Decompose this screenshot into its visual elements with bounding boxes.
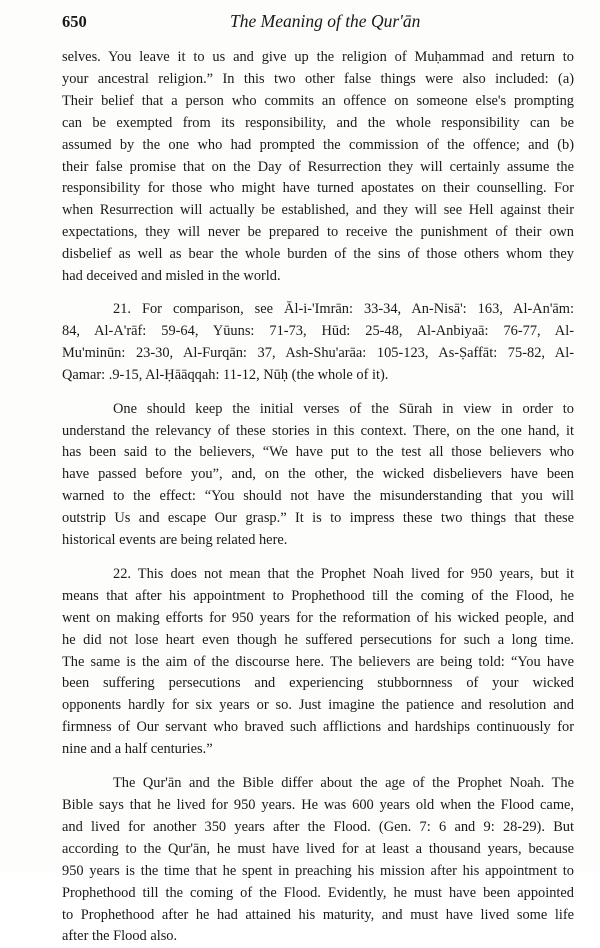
text-line: disbelief as well as bear the whole burden of the sins of those others whom they: [62, 246, 574, 263]
text-line: Their belief that a person who commits an offence on someone else's prompting: [62, 92, 574, 109]
text-line: nine and a half centuries.”: [62, 741, 213, 758]
paragraph-continuation: [62, 47, 574, 288]
text-line: been suffering persecutions and experiencing stubbornness of your wicked: [62, 675, 574, 692]
text-line: One should keep the initial verses of the Sūrah in view in order to: [113, 400, 574, 417]
text-line: historical events are being related here.: [62, 532, 288, 549]
text-line: when Resurrection will actually be established, and they will see Hell against their: [62, 202, 574, 219]
paragraph-commentary: [62, 399, 574, 552]
text-line: to Prophethood after he had attained his maturity, and must have lived some life: [62, 906, 574, 923]
text-line: selves. You leave it to us and give up the religion of Muḥammad and return to: [62, 49, 574, 65]
text-line: Prophethood till the coming of the Flood. Evidently, he must have been appointed: [62, 884, 574, 901]
note-22: [62, 564, 574, 761]
text-line: opponents hardly for six years or so. Just imagine the patience and resolution and: [62, 697, 574, 714]
text-line: firmness of Our servant who braved such afflictions and hardships continuously for: [62, 719, 574, 736]
text-line: according to the Qur'ān, he must have lived for at least a thousand years, because: [62, 840, 574, 857]
text-line: had deceived and misled in the world.: [62, 268, 281, 285]
text-line: after the Flood also.: [62, 928, 178, 945]
text-line: 84, Al-A'rāf: 59-64, Yūuns: 71-73, Hūd: 25-48, Al-Anbiyaā: 76-77, Al-: [62, 322, 574, 339]
text-line: can be exempted from its responsibility, and the whole responsibility can be: [62, 114, 574, 131]
text-line: 950 years is the time that he spent in preaching his mission after his appointment to: [62, 862, 574, 879]
paragraph-age-of-noah: [62, 773, 574, 948]
text-line: and lived for another 350 years after the Flood. (Gen. 7: 6 and 9: 28-29). But: [62, 818, 574, 835]
text-line: The Qur'ān and the Bible differ about the age of the Prophet Noah. The: [113, 775, 574, 792]
page-body: [62, 47, 574, 948]
text-line: The same is the aim of the discourse here. The believers are being told: “You have: [62, 653, 574, 670]
text-line: Qamar: .9-15, Al-Ḥāāqqah: 11-12, Nūḥ (the whole of it).: [62, 366, 389, 383]
text-line: 21. For comparison, see Āl-i-'Imrān: 33-34, An-Nisā': 163, Al-An'ām:: [113, 300, 574, 317]
text-line: their false promise that on the Day of Resurrection they will certainly assume the: [62, 158, 574, 175]
text-line: went on making efforts for 950 years for the reformation of his wicked people, and: [62, 609, 574, 626]
page-header: [62, 10, 552, 36]
running-title: The Meaning of the Qur'ān: [230, 11, 421, 31]
text-line: Mu'minūn: 23-30, Al-Furqān: 37, Ash-Shu'arāa: 105-123, As-Ṣaffāt: 75-82, Al-: [62, 344, 574, 361]
text-line: outstrip Us and escape Our grasp.” It is to impress these two things that these: [62, 510, 574, 527]
text-line: warned to the effect: “You should not have the misunderstanding that you will: [62, 488, 574, 505]
text-line: expectations, they will never be prepared to receive the punishment of their own: [62, 224, 574, 241]
text-line: responsibility for those who might have turned apostates on their counselling. For: [62, 180, 574, 197]
text-line: he did not lose heart even though he suffered persecutions for such a long time.: [62, 631, 574, 648]
text-line: assumed by the one who had prompted the commission of the offence; and (b): [62, 136, 574, 153]
text-line: understand the relevancy of these stories in this context. There, on the one hand, it: [62, 422, 574, 439]
note-21: [62, 299, 574, 387]
page-number: 650: [62, 12, 87, 31]
text-line: 22. This does not mean that the Prophet Noah lived for 950 years, but it: [113, 565, 574, 582]
text-line: Bible says that he lived for 950 years. He was 600 years old when the Flood came,: [62, 797, 574, 813]
text-line: means that after his appointment to Prophethood till the coming of the Flood, he: [62, 587, 574, 604]
text-line: has been said to the believers, “We have put to the test all those believers who: [62, 444, 574, 461]
text-line: your ancestral religion.” In this two other false things were also included: (a): [62, 70, 574, 87]
text-line: have passed before you”, and, on the other, the wicked disbelievers have been: [62, 466, 574, 483]
